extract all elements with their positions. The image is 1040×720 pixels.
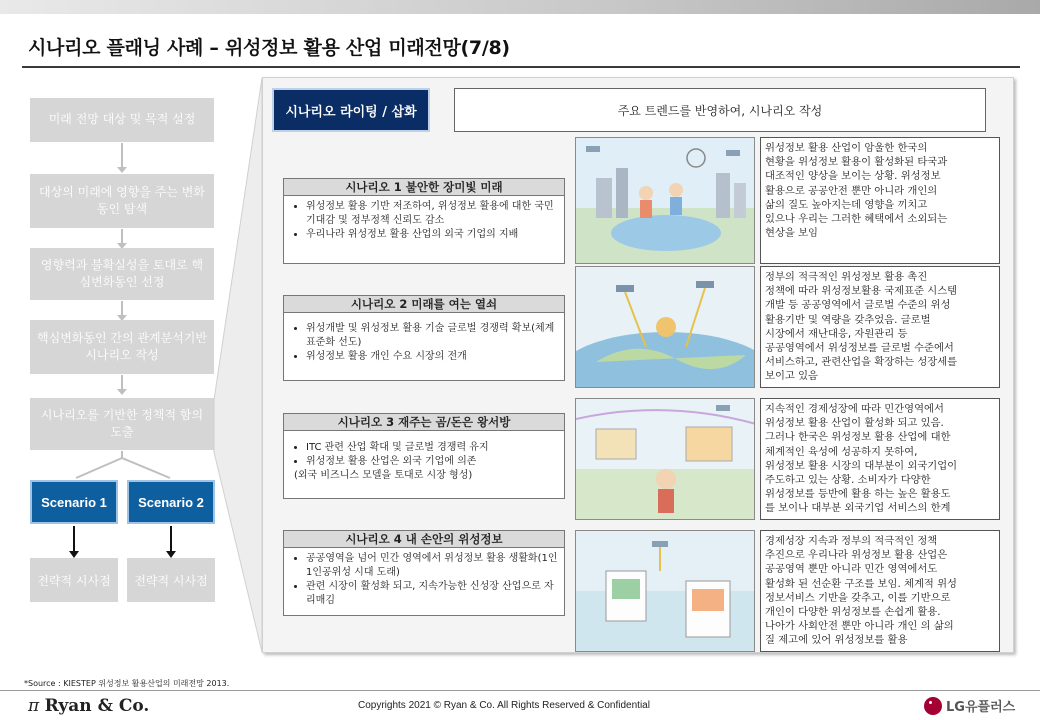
list-item: • 위성정보 활용 개인 수요 시장의 전개 xyxy=(306,350,558,364)
page-title: 시나리오 플래닝 사례 – 위성정보 활용 산업 미래전망(7/8) xyxy=(28,37,510,59)
illustration-image xyxy=(576,399,755,520)
list-item: • 공공영역을 넘어 민간 영역에서 위성정보 활용 생활화(1인 1인공위성 시대 도래) xyxy=(306,552,558,580)
copyright-text: Copyrights 2021 © Ryan & Co. All Rights Reserved & Confidential xyxy=(358,700,650,711)
flow-step-1: 미래 전망 대상 및 목적 설정 xyxy=(30,98,214,142)
lg-uplus-logo xyxy=(924,696,1015,715)
list-item: • ITC 관련 산업 확대 및 글로벌 경쟁력 유지 xyxy=(306,441,558,455)
flow-step-5: 시나리오를 기반한 정책적 함의 도출 xyxy=(30,398,214,450)
scenario-4-heading: 시나리오 4 내 손안의 위성정보 xyxy=(283,530,565,548)
funnel-connector xyxy=(0,0,300,660)
scenario-1-heading: 시나리오 1 불안한 장미빛 미래 xyxy=(283,178,565,196)
list-item: (외국 비즈니스 모델을 토대로 시장 형성) xyxy=(294,470,473,481)
source-note: *Source : KIESTEP 위성정보 활용산업의 미래전망 2013. xyxy=(24,679,230,688)
illustration-image xyxy=(576,267,755,388)
illustration-image xyxy=(576,138,755,264)
scenario-2-heading: 시나리오 2 미래를 여는 열쇠 xyxy=(283,295,565,313)
scenario-2-illustration xyxy=(575,266,755,388)
flow-step-3: 영향력과 불확실성을 토대로 핵심변화동인 선정 xyxy=(30,248,214,300)
scenario-1-illustration xyxy=(575,137,755,264)
trend-banner: 주요 트렌드를 반영하여, 시나리오 작성 xyxy=(454,88,986,132)
scenario-2-bullets xyxy=(283,313,565,381)
list-item: • 위성개발 및 위성정보 활용 기술 글로벌 경쟁력 확보(체계 표준화 선도) xyxy=(306,322,558,350)
list-item: • 관련 시장이 활성화 되고, 지속가능한 신성장 산업으로 자리매김 xyxy=(306,580,558,608)
list-item: • 우리나라 위성정보 활용 산업의 외국 기업의 지배 xyxy=(306,228,558,242)
scenario-1-button[interactable]: Scenario 1 xyxy=(30,480,118,524)
flow-step-2: 대상의 미래에 영향을 주는 변화동인 탐색 xyxy=(30,174,214,228)
list-item: • 위성정보 활용 기반 저조하여, 위성정보 활용에 대한 국민 기대감 및 정부정책 신뢰도 감소 xyxy=(306,200,558,228)
scenario-4-illustration xyxy=(575,530,755,652)
scenario-4-bullets xyxy=(283,548,565,616)
scenario-1-bullets xyxy=(283,196,565,264)
scenario-4-description: 경제성장 지속과 정부의 적극적인 정책 추진으로 우리나라 위성정보 활용 산업은 공공영역 뿐만 아니라 민간 영역에서도 활성화 된 선순환 구조를 보임. 체계적 위성 정보서비스 기반을 갖추고, 이를 기반으로 개인이 다양한 위성정보를 손쉽게 활용. 나아가 사회안전 뿐만 아니라 개인 의 삶의 질 제고에 있어 위성정보를 활용 xyxy=(760,530,1000,652)
lg-logo-icon xyxy=(924,697,942,715)
footer-divider xyxy=(0,690,1040,691)
scenario-2-description: 정부의 적극적인 위성정보 활용 촉진 정책에 따라 위성정보활용 국제표준 시스템 개발 등 공공영역에서 글로벌 수준의 위성 활용기반 및 역량을 갖추었음. 글로벌 시장에서 재난대응, 자원관리 등 공공영역에서 위성정보를 글로벌 수준에서 서비스하고, 관련산업을 확장하는 성장세를 보이고 있음 xyxy=(760,266,1000,388)
lg-logo-text: LG유플러스 xyxy=(946,700,1016,715)
scenario-writing-tag: 시나리오 라이팅 / 삽화 xyxy=(272,88,430,132)
scenario-3-illustration xyxy=(575,398,755,520)
flow-step-4: 핵심변화동인 간의 관계분석기반 시나리오 작성 xyxy=(30,320,214,374)
scenario-2-button[interactable]: Scenario 2 xyxy=(127,480,215,524)
strategic-implication-1: 전략적 시사점 xyxy=(30,558,118,602)
scenario-3-heading: 시나리오 3 재주는 곰/돈은 왕서방 xyxy=(283,413,565,431)
ryan-co-logo: π Ryan & Co. xyxy=(28,696,150,716)
list-item: • 위성정보 활용 산업은 외국 기업에 의존 xyxy=(306,455,558,469)
scenario-3-description: 지속적인 경제성장에 따라 민간영역에서 위성정보 활용 산업이 활성화 되고 있음. 그러나 한국은 위성정보 활용 산업에 대한 체계적인 육성에 성공하지 못하여, 위성정보 활용 시장의 대부분이 외국기업이 주도하고 있는 상황. 소비자가 다양한 위성정보를 등반에 활용 하는 높은 활용도 를 보이나 대부분 외국기업 서비스의 한계 xyxy=(760,398,1000,520)
scenario-1-description: 위성정보 활용 산업이 암울한 한국의 현황을 위성정보 활용이 활성화된 타국과 대조적인 양상을 보이는 상황. 위성정보 활용으로 공공안전 뿐만 아니라 개인의 삶의 질도 높아지는데 영향을 끼치고 있으나 우리는 그러한 혜택에서 소외되는 현상을 보임 xyxy=(760,137,1000,264)
strategic-implication-2: 전략적 시사점 xyxy=(127,558,215,602)
scenario-3-bullets xyxy=(283,431,565,499)
illustration-image xyxy=(576,531,755,652)
logo-text: Ryan & Co. xyxy=(44,696,150,716)
